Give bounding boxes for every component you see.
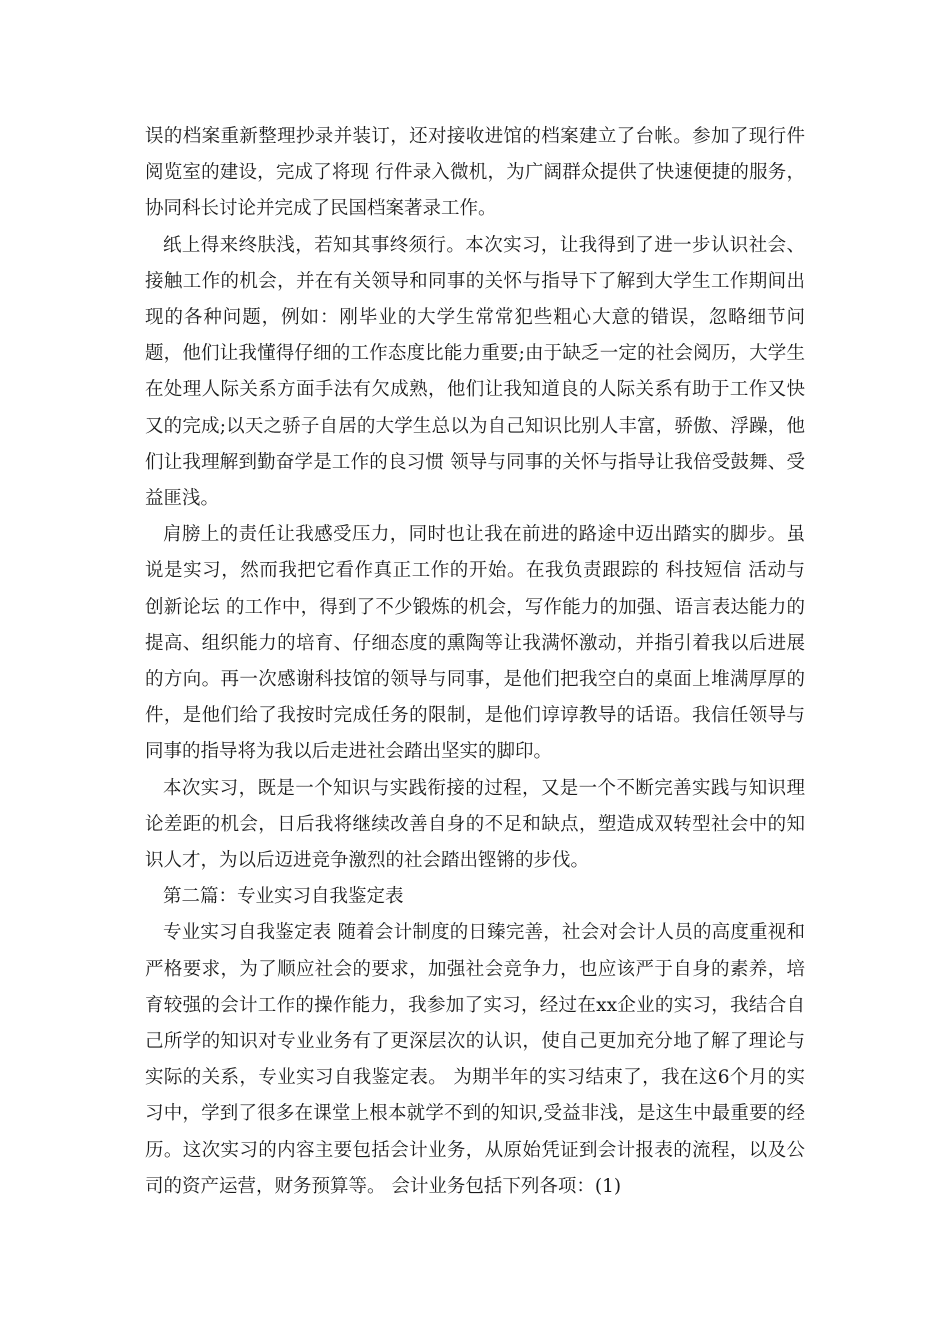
paragraph-conclusion: 本次实习，既是一个知识与实践衔接的过程，又是一个不断完善实践与知识理论差距的机会，日后我将继续改善自身的不足和缺点，塑造成双转型社会中的知识人才，为以后迈进竞争激烈的社会踏出铿锵的步伐。: [145, 777, 805, 872]
section-heading: 第二篇：专业实习自我鉴定表: [163, 886, 404, 908]
document-body: [145, 119, 805, 1205]
paragraph-internship-reflection: 纸上得来终肤浅，若知其事终须行。本次实习，让我得到了进一步认识社会、接触工作的机会，并在有关领导和同事的关怀与指导下了解到大学生工作期间出现的各种问题，例如：刚毕业的大学生常常犯些粗心大意的错误，忽略细节问题，他们让我懂得仔细的工作态度比能力重要;由于缺乏一定的社会阅历，大学生在处理人际关系方面手法有欠成熟，他们让我知道良的人际关系有助于工作又快又的完成;以天之骄子自居的大学生总以为自己知识比别人丰富，骄傲、浮躁，他们让我理解到勤奋学是工作的良习惯 领导与同事的关怀与指导让我倍受鼓舞、受益匪浅。: [145, 234, 805, 510]
paragraph-archive-work: 误的档案重新整理抄录并装订，还对接收进馆的档案建立了台帐。参加了现行件阅览室的建设，完成了将现 行件录入微机，为广阔群众提供了快速便捷的服务，协同科长讨论并完成了民国档案著录工作。: [145, 126, 805, 220]
paragraph-self-assessment: 专业实习自我鉴定表 随着会计制度的日臻完善，社会对会计人员的高度重视和严格要求，为了顺应社会的要求，加强社会竞争力，也应该严于自身的素养，培育较强的会计工作的操作能力，我参加了实习，经过在xx企业的实习，我结合自己所学的知识对专业业务有了更深层次的认识，使自己更加充分地了解了理论与实际的关系，专业实习自我鉴定表。 为期半年的实习结束了，我在这6个月的实习中，学到了很多在课堂上根本就学不到的知识,受益非浅，是这生中最重要的经历。这次实习的内容主要包括会计业务，从原始凭证到会计报表的流程，以及公司的资产运营，财务预算等。 会计业务包括下列各项：(1): [145, 922, 805, 1197]
paragraph-responsibility: 肩膀上的责任让我感受压力，同时也让我在前进的路途中迈出踏实的脚步。虽说是实习，然而我把它看作真正工作的开始。在我负责跟踪的 科技短信 活动与 创新论坛 的工作中，得到了不少锻炼的机会，写作能力的加强、语言表达能力的提高、组织能力的培育、仔细态度的熏陶等让我满怀激动，并指引着我以后进展的方向。再一次感谢科技馆的领导与同事，是他们把我空白的桌面上堆满厚厚的件，是他们给了我按时完成任务的限制，是他们谆谆教导的话语。我信任领导与同事的指导将为我以后走进社会踏出坚实的脚印。: [145, 524, 805, 763]
